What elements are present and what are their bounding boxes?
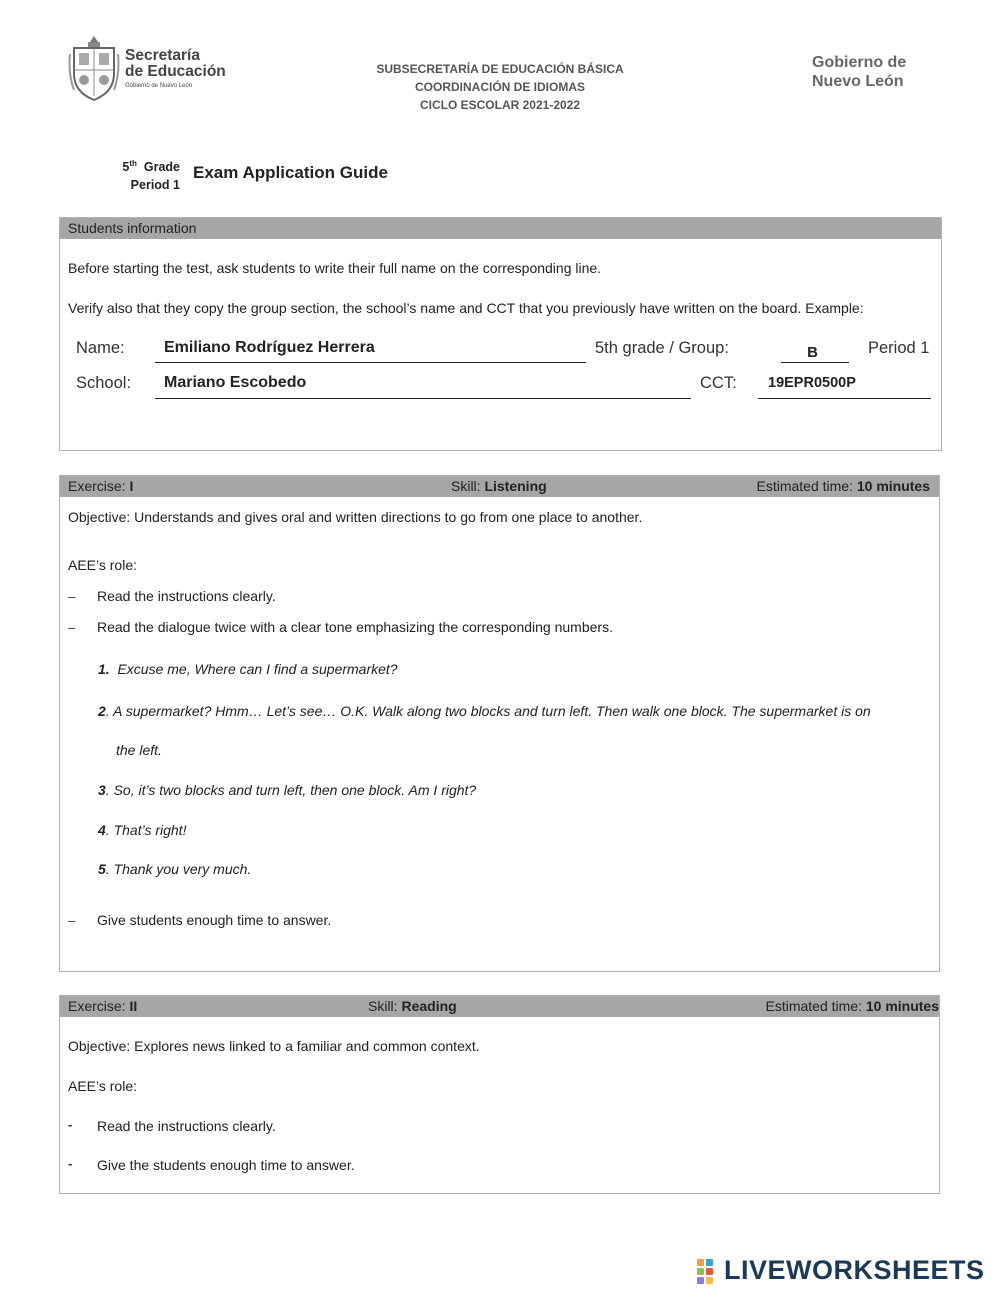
logo-square-icon	[706, 1259, 713, 1266]
period-label: Period 1	[868, 339, 930, 357]
secretaria-subtitle: Gobierno de Nuevo León	[125, 83, 193, 89]
bullet-dash: –	[68, 620, 76, 635]
grade-period: 5th Grade Period 1	[122, 159, 180, 193]
bullet-dash: -	[68, 1156, 73, 1171]
logo-square-icon	[697, 1268, 704, 1275]
exercise-1-bullet-1: Read the instructions clearly.	[97, 588, 276, 604]
secretaria-logo	[68, 34, 243, 106]
students-info-header: Students information	[60, 218, 941, 239]
logo-square-icon	[706, 1277, 713, 1284]
dialogue-line-3: 3. So, it’s two blocks and turn left, then one block. Am I right?	[98, 782, 477, 798]
bullet-dash: –	[68, 913, 76, 928]
name-label: Name:	[76, 339, 125, 357]
exercise-2-objective: Objective: Explores news linked to a familiar and common context.	[68, 1038, 480, 1054]
students-info-box	[59, 217, 942, 451]
dialogue-line-2: 2. A supermarket? Hmm… Let’s see… O.K. Walk along two blocks and turn left. Then walk one block. The supermarket is on	[98, 703, 871, 719]
exercise-2-header: Exercise: II Skill: Reading Estimated time: 10 minutes	[60, 996, 939, 1017]
exercise-1-box	[59, 475, 940, 972]
name-line	[155, 362, 586, 363]
group-line	[781, 362, 849, 363]
coat-of-arms-icon	[68, 34, 120, 104]
grade-group-label: 5th grade / Group:	[595, 339, 729, 357]
school-label: School:	[76, 374, 132, 392]
exercise-1-bullet-2: Read the dialogue twice with a clear tone emphasizing the corresponding numbers.	[97, 619, 613, 635]
brand-name: LIVEWORKSHEETS	[724, 1255, 985, 1285]
logo-square-icon	[697, 1277, 704, 1284]
name-value: Emiliano Rodríguez Herrera	[164, 339, 375, 356]
group-value: B	[807, 344, 818, 361]
exercise-1-role: AEE’s role:	[68, 557, 137, 573]
cct-line	[758, 398, 931, 399]
gobierno-logo: Gobierno de Nuevo León	[812, 54, 907, 90]
cct-label: CCT:	[700, 374, 737, 392]
students-instruction-2: Verify also that they copy the group section, the school’s name and CCT that you previously have written on the board. Example:	[68, 300, 864, 316]
exercise-1-bullet-3: Give students enough time to answer.	[97, 912, 332, 928]
school-value: Mariano Escobedo	[164, 374, 307, 391]
logo-square-icon	[706, 1268, 713, 1275]
institution-header: SUBSECRETARÍA DE EDUCACIÓN BÁSICA COORDINACIÓN DE IDIOMAS CICLO ESCOLAR 2021-2022	[376, 62, 624, 112]
dialogue-line-5: 5. Thank you very much.	[98, 861, 252, 877]
school-line	[155, 398, 691, 399]
bullet-dash: -	[68, 1117, 73, 1132]
bullet-dash: –	[68, 589, 76, 604]
exercise-1-header: Exercise: I Skill: Listening Estimated time: 10 minutes	[60, 476, 939, 497]
exercise-2-box	[59, 995, 940, 1194]
cct-value: 19EPR0500P	[768, 375, 856, 391]
dialogue-line-2-cont: the left.	[116, 742, 162, 758]
dialogue-line-4: 4. That’s right!	[98, 822, 187, 838]
secretaria-name: Secretaría de Educación	[125, 47, 226, 80]
exercise-2-bullet-2: Give the students enough time to answer.	[97, 1157, 355, 1173]
exercise-2-bullet-1: Read the instructions clearly.	[97, 1118, 276, 1134]
students-instruction-1: Before starting the test, ask students to write their full name on the corresponding line.	[68, 260, 602, 276]
exercise-2-role: AEE’s role:	[68, 1078, 137, 1094]
page-title: Exam Application Guide	[193, 163, 388, 182]
logo-square-icon	[697, 1259, 704, 1266]
exercise-1-objective: Objective: Understands and gives oral and written directions to go from one place to another.	[68, 509, 643, 525]
dialogue-line-1: 1. Excuse me, Where can I find a supermarket?	[98, 661, 398, 677]
